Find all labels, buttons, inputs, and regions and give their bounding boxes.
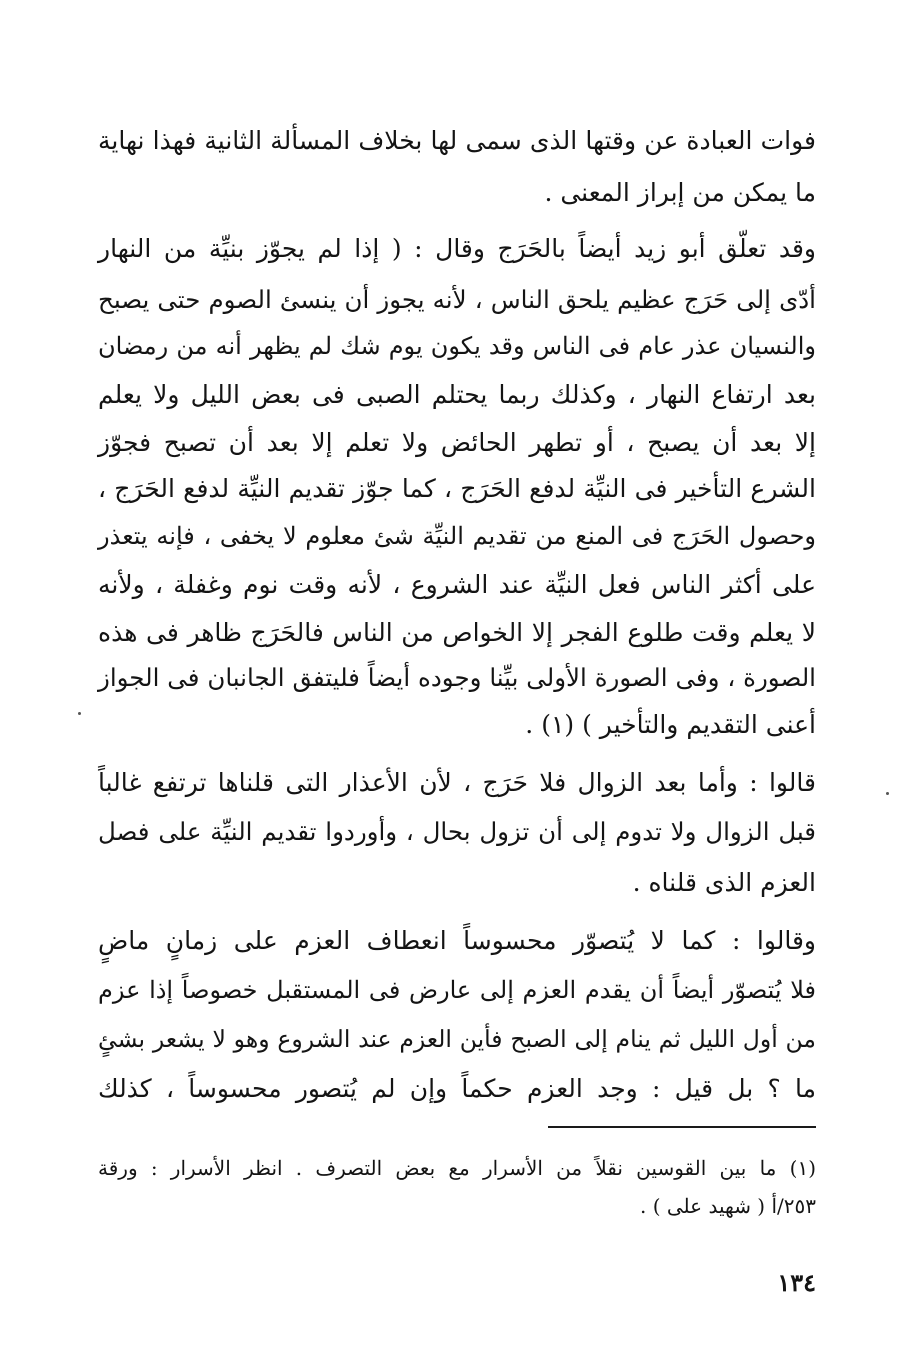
- body-line: من أول الليل ثم ينام إلى الصبح فأين العزم عند الشروع وهو لا يشعر بشئٍ: [98, 1025, 816, 1053]
- body-line: على أكثر الناس فعل النيِّة عند الشروع ، لأنه وقت نوم وغفلة ، ولأنه: [98, 570, 816, 599]
- footnote-line: (١) ما بين القوسين نقلاً من الأسرار مع بعض التصرف . انظر الأسرار : ورقة: [98, 1156, 816, 1180]
- body-line: قالوا : وأما بعد الزوال فلا حَرَج ، لأن الأعذار التى قلناها ترتفع غالباً: [98, 768, 816, 797]
- scan-speck: [886, 792, 889, 795]
- body-line: وقد تعلّق أبو زيد أيضاً بالحَرَج وقال : ( إذا لم يجوّز بنيِّة من النهار: [98, 234, 816, 263]
- body-line: فوات العبادة عن وقتها الذى سمى لها بخلاف المسألة الثانية فهذا نهاية: [98, 126, 816, 155]
- page-number: ١٣٤: [777, 1268, 816, 1297]
- body-line: أعنى التقديم والتأخير ) (١) .: [525, 710, 816, 739]
- body-line: وحصول الحَرَج فى المنع من تقديم النيِّة شئ معلوم لا يخفى ، فإنه يتعذر: [98, 522, 816, 550]
- body-line: أدّى إلى حَرَج عظيم يلحق الناس ، لأنه يجوز أن ينسئ الصوم حتى يصبح: [98, 285, 816, 314]
- body-line: والنسيان عذر عام فى الناس وقد يكون يوم شك لم يظهر أنه من رمضان: [98, 332, 816, 360]
- scan-speck: [78, 712, 81, 715]
- body-line: إلا بعد أن يصبح ، أو تطهر الحائض ولا تعلم إلا بعد أن تصبح فجوّز: [98, 428, 816, 457]
- body-line: لا يعلم وقت طلوع الفجر إلا الخواص من الناس فالحَرَج ظاهر فى هذه: [98, 618, 816, 647]
- body-line: فلا يُتصوّر أيضاً أن يقدم العزم إلى عارض فى المستقبل خصوصاً إذا عزم: [98, 976, 816, 1004]
- body-line: العزم الذى قلناه .: [632, 868, 816, 897]
- footnote-separator: [548, 1126, 816, 1128]
- body-line: الصورة ، وفى الصورة الأولى بيِّنا وجوده أيضاً فليتفق الجانبان فى الجواز: [98, 663, 816, 692]
- body-line: الشرع التأخير فى النيِّة لدفع الحَرَج ، كما جوّز تقديم النيِّة لدفع الحَرَج ،: [98, 474, 816, 503]
- body-line: ما ؟ بل قيل : وجد العزم حكماً وإن لم يُتصور محسوساً ، كذلك: [98, 1074, 816, 1103]
- body-line: قبل الزوال ولا تدوم إلى أن تزول بحال ، وأوردوا تقديم النيِّة على فصل: [98, 817, 816, 846]
- body-line: ما يمكن من إبراز المعنى .: [544, 178, 816, 207]
- body-line: بعد ارتفاع النهار ، وكذلك ربما يحتلم الصبى فى بعض الليل ولا يعلم: [98, 380, 816, 409]
- body-line: وقالوا : كما لا يُتصوّر محسوساً انعطاف العزم على زمانٍ ماضٍ: [98, 926, 816, 955]
- footnote-line: ٢٥٣/أ ( شهيد على ) .: [639, 1194, 816, 1218]
